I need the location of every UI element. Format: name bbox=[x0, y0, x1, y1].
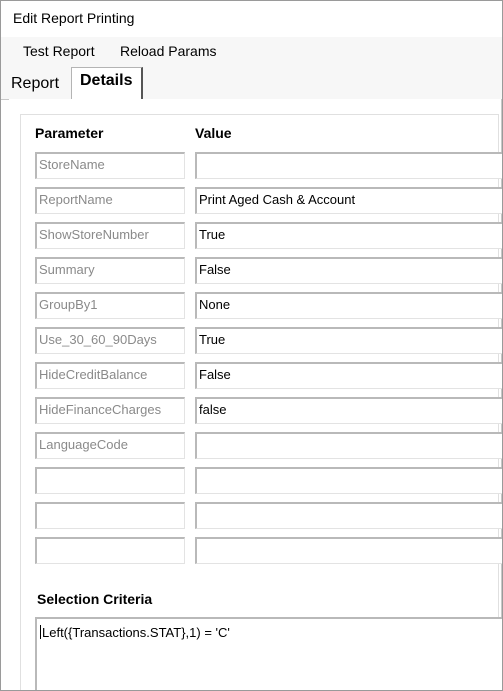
details-panel bbox=[9, 99, 502, 690]
value-column-header: Value bbox=[195, 125, 232, 141]
param-field[interactable]: ReportName bbox=[35, 187, 185, 214]
value-field[interactable] bbox=[195, 537, 503, 564]
value-field[interactable]: True bbox=[195, 327, 503, 354]
selection-criteria-text: Left({Transactions.STAT},1) = 'C' bbox=[42, 625, 230, 640]
value-field[interactable]: False bbox=[195, 362, 503, 389]
value-field[interactable]: false bbox=[195, 397, 503, 424]
value-field[interactable]: True bbox=[195, 222, 503, 249]
value-field[interactable] bbox=[195, 432, 503, 459]
param-field[interactable]: Use_30_60_90Days bbox=[35, 327, 185, 354]
tab-details[interactable]: Details bbox=[71, 67, 143, 100]
param-field[interactable]: HideCreditBalance bbox=[35, 362, 185, 389]
menu-test-report[interactable]: Test Report bbox=[23, 43, 95, 59]
value-field[interactable] bbox=[195, 467, 503, 494]
value-field[interactable]: None bbox=[195, 292, 503, 319]
title-bar bbox=[1, 1, 502, 35]
param-field[interactable]: GroupBy1 bbox=[35, 292, 185, 319]
param-field[interactable]: ShowStoreNumber bbox=[35, 222, 185, 249]
param-field[interactable]: LanguageCode bbox=[35, 432, 185, 459]
value-field[interactable] bbox=[195, 502, 503, 529]
param-field[interactable] bbox=[35, 537, 185, 564]
window-title: Edit Report Printing bbox=[13, 10, 135, 26]
menu-reload-params[interactable]: Reload Params bbox=[120, 43, 217, 59]
value-field[interactable]: False bbox=[195, 257, 503, 284]
value-field[interactable]: Print Aged Cash & Account bbox=[195, 187, 503, 214]
selection-criteria-textarea[interactable] bbox=[35, 617, 503, 691]
text-caret bbox=[40, 625, 41, 639]
param-field[interactable]: Summary bbox=[35, 257, 185, 284]
tab-report[interactable]: Report bbox=[11, 75, 60, 92]
tab-strip bbox=[1, 65, 502, 100]
selection-criteria-label: Selection Criteria bbox=[37, 591, 153, 607]
menu-bar bbox=[1, 37, 502, 65]
param-field[interactable]: HideFinanceCharges bbox=[35, 397, 185, 424]
param-field[interactable] bbox=[35, 502, 185, 529]
param-field[interactable] bbox=[35, 467, 185, 494]
param-field[interactable]: StoreName bbox=[35, 152, 185, 179]
parameter-column-header: Parameter bbox=[35, 125, 104, 141]
value-field[interactable] bbox=[195, 152, 503, 179]
parameters-group bbox=[20, 114, 499, 691]
